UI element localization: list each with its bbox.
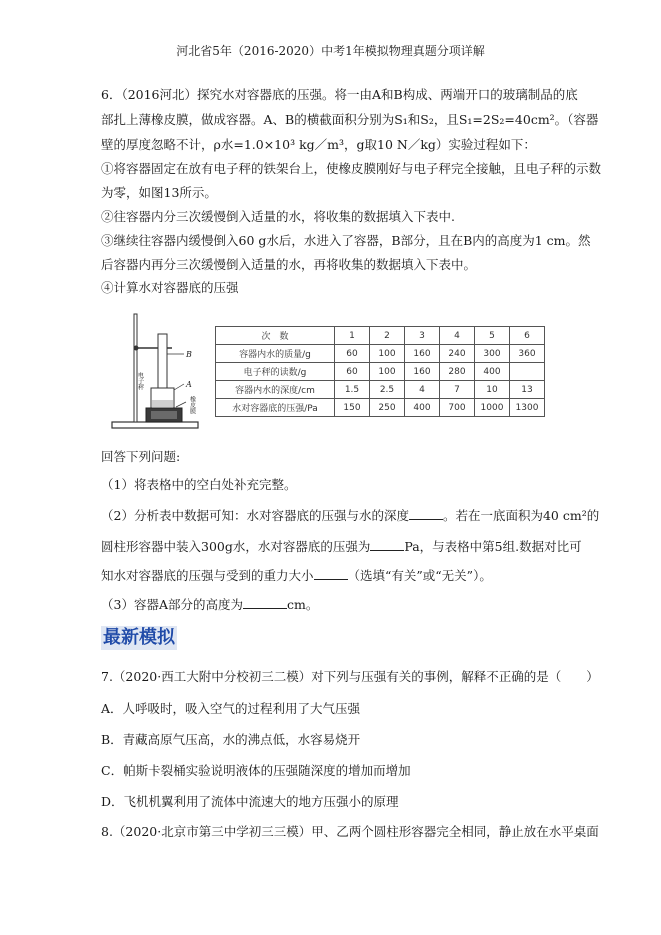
table-cell: 400 (405, 399, 440, 417)
answer-3-text: cm。 (286, 597, 319, 612)
q7-option-d: D．飞机机翼利用了流体中流速大的地方压强小的原理 (101, 794, 399, 809)
q7-option-b: B．青藏高原气压高，水的沸点低，水容易烧开 (101, 732, 361, 747)
answer-2-line-1 (101, 507, 599, 525)
table-cell: 容器内水的深度/cm (216, 381, 335, 399)
table-cell: 电子秤的读数/g (216, 363, 335, 381)
table-cell: 1300 (510, 399, 545, 417)
q6-line-5: 为零，如图13所示。 (101, 185, 217, 200)
table-cell: 1.5 (335, 381, 370, 399)
answer-2-text: 。若在一底面积为40 cm²的 (442, 508, 600, 523)
table-cell: 容器内水的质量/g (216, 345, 335, 363)
table-header-cell: 3 (405, 327, 440, 345)
table-cell: 7 (440, 381, 475, 399)
table-cell: 280 (440, 363, 475, 381)
q7-stem: 7.（2020·西工大附中分校初三二模）对下列与压强有关的事例，解释不正确的是（ ） (101, 669, 599, 684)
answer-2-text: （2）分析表中数据可知：水对容器底的压强与水的深度 (101, 508, 409, 523)
answer-2-line-3 (101, 567, 492, 585)
page-header: 河北省5年（2016-2020）中考1年模拟物理真题分项详解 (176, 44, 485, 58)
table-row (216, 345, 545, 363)
q6-line-9: ④计算水对容器底的压强 (101, 280, 239, 295)
q8-stem: 8.（2020·北京市第三中学初三三模）甲、乙两个圆柱形容器完全相同，静止放在水平桌面 (101, 824, 599, 839)
q6-line-1: 6．（2016河北）探究水对容器底的压强。将一由A和B构成、两端开口的玻璃制品的底 (101, 87, 578, 102)
table-header-cell: 次 数 (216, 327, 335, 345)
figure-label-a: A (186, 380, 192, 389)
table-header-cell: 2 (370, 327, 405, 345)
table-cell: 1000 (475, 399, 510, 417)
answer-2-text: Pa，与表格中第5组.数据对比可 (404, 539, 582, 554)
answers-intro: 回答下列问题: (101, 449, 181, 464)
q6-line-8: 后容器内再分三次缓慢倒入适量的水，再将收集的数据填入下表中。 (101, 257, 477, 272)
apparatus-figure (106, 310, 206, 434)
table-header-cell: 1 (335, 327, 370, 345)
table-cell: 60 (335, 345, 370, 363)
figure-label-scale: 电子秤 (136, 372, 144, 390)
figure-label-b: B (186, 350, 192, 359)
table-header-row (216, 327, 545, 345)
table-cell: 10 (475, 381, 510, 399)
table-cell: 4 (405, 381, 440, 399)
q7-option-c: C．帕斯卡裂桶实验说明液体的压强随深度的增加而增加 (101, 763, 411, 778)
table-cell: 250 (370, 399, 405, 417)
table-cell: 360 (510, 345, 545, 363)
answer-1: （1）将表格中的空白处补充完整。 (101, 477, 297, 492)
answer-3 (101, 596, 318, 614)
fill-blank[interactable] (314, 567, 348, 580)
fill-blank[interactable] (243, 596, 287, 609)
answer-2-text: （选填“有关”或“无关”）。 (347, 568, 492, 583)
answer-2-text: 圆柱形容器中装入300g水，水对容器底的压强为 (101, 539, 371, 554)
q6-line-4: ①将容器固定在放有电子秤的铁架台上，使橡皮膜刚好与电子秤完全接触，且电子秤的示数 (101, 161, 602, 176)
q6-line-2: 部扎上薄橡皮膜，做成容器。A、B的横截面积分别为S₁和S₂，且S₁=2S₂=40cm²。（容器 (101, 112, 599, 127)
q6-line-6: ②往容器内分三次缓慢倒入适量的水，将收集的数据填入下表中. (101, 209, 455, 224)
answer-2-text: 知水对容器底的压强与受到的重力大小 (101, 568, 314, 583)
table-cell: 水对容器底的压强/Pa (216, 399, 335, 417)
table-cell: 150 (335, 399, 370, 417)
table-cell-blank (510, 363, 545, 381)
table-cell: 160 (405, 363, 440, 381)
table-row (216, 381, 545, 399)
table-cell: 13 (510, 381, 545, 399)
q6-line-7: ③继续往容器内缓慢倒入60 g水后，水进入了容器，B部分，且在B内的高度为1 cm。然 (101, 233, 591, 248)
table-cell: 100 (370, 363, 405, 381)
answer-2-line-2 (101, 538, 582, 556)
table-row (216, 363, 545, 381)
table-cell: 240 (440, 345, 475, 363)
table-cell: 60 (335, 363, 370, 381)
table-cell: 400 (475, 363, 510, 381)
table-row (216, 399, 545, 417)
table-cell: 2.5 (370, 381, 405, 399)
table-header-cell: 5 (475, 327, 510, 345)
q6-line-3: 壁的厚度忽略不计，ρ水=1.0×10³ kg／m³，g取10 N／kg）实验过程如下： (101, 137, 536, 152)
q7-option-a: A．人呼吸时，吸入空气的过程利用了大气压强 (101, 701, 361, 716)
table-header-cell: 6 (510, 327, 545, 345)
table-cell: 160 (405, 345, 440, 363)
figure-label-membrane: 橡皮膜 (188, 396, 196, 414)
table-cell: 700 (440, 399, 475, 417)
section-title: 最新模拟 (103, 627, 175, 648)
data-table (215, 326, 545, 417)
table-cell: 300 (475, 345, 510, 363)
fill-blank[interactable] (370, 538, 404, 551)
fill-blank[interactable] (409, 507, 443, 520)
table-cell: 100 (370, 345, 405, 363)
table-header-cell: 4 (440, 327, 475, 345)
answer-3-text: （3）容器A部分的高度为 (101, 597, 243, 612)
